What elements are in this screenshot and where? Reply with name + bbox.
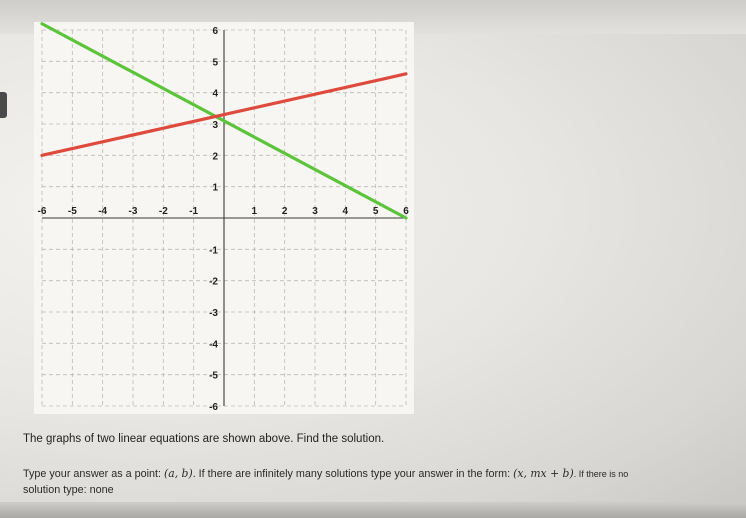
y-tick-label: -2 <box>209 276 218 288</box>
graph-panel <box>34 22 414 414</box>
x-tick-label: -3 <box>128 206 138 217</box>
y-tick-label: -1 <box>209 245 218 257</box>
x-tick-label: 2 <box>281 206 288 217</box>
y-tick-label: 2 <box>212 151 218 163</box>
answer-instructions <box>23 466 728 498</box>
question-prompt: The graphs of two linear equations are shown above. Find the solution. <box>23 433 385 445</box>
side-tab[interactable] <box>0 92 7 118</box>
point-form: (a, b) <box>164 467 193 480</box>
instruction-none: . If there is no <box>573 469 629 479</box>
bottom-edge <box>0 502 746 518</box>
x-tick-label: 3 <box>312 206 318 217</box>
infinite-form: (x, mx + b) <box>513 467 574 480</box>
y-tick-label: -4 <box>209 339 218 351</box>
instruction-none-2: solution type: none <box>23 484 114 496</box>
y-tick-label: -6 <box>209 402 218 413</box>
x-tick-label: -1 <box>189 206 199 217</box>
x-tick-label: 6 <box>403 206 409 217</box>
x-tick-label: -4 <box>98 206 108 217</box>
y-tick-label: -5 <box>209 370 218 382</box>
y-tick-label: -3 <box>209 308 218 319</box>
x-tick-label: -2 <box>158 206 168 217</box>
y-tick-label: 4 <box>212 88 218 100</box>
x-tick-label: -5 <box>67 206 77 217</box>
y-tick-label: 6 <box>212 26 218 37</box>
y-tick-label: 1 <box>212 182 218 194</box>
y-tick-label: 5 <box>212 57 218 69</box>
coordinate-graph <box>34 22 414 414</box>
x-tick-label: 4 <box>342 206 349 217</box>
x-tick-label: 5 <box>372 206 379 217</box>
instruction-point-prefix: Type your answer as a point: <box>23 468 162 480</box>
x-tick-label: 1 <box>251 206 258 217</box>
y-tick-label: 3 <box>212 120 218 131</box>
x-tick-label: -6 <box>37 206 47 217</box>
instruction-infinite: . If there are infinitely many solutions type your answer in the form: <box>192 468 511 480</box>
